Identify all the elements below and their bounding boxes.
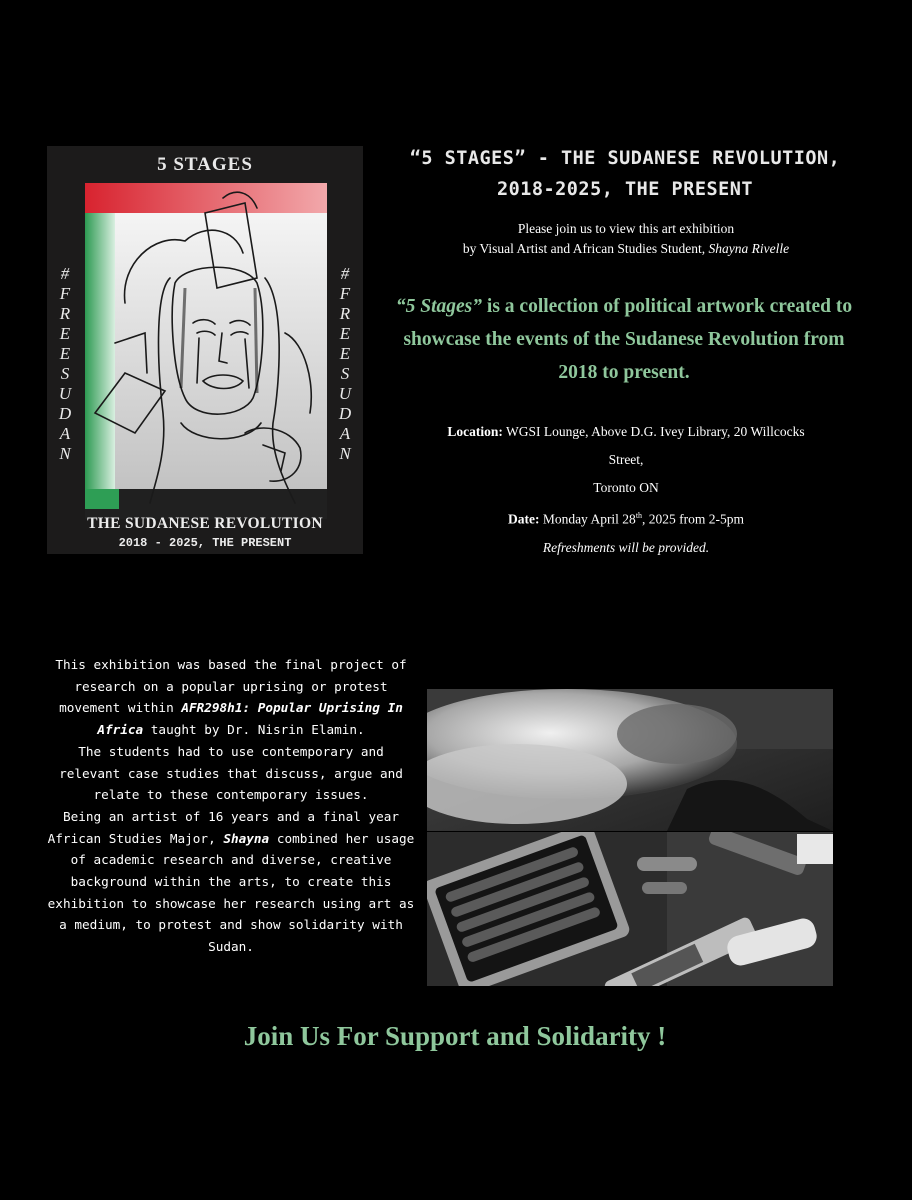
location-label: Location:	[447, 424, 503, 439]
paragraph-3-start: Being an artist of 16 years and a final year African Studies Major,	[47, 808, 400, 846]
flag-green-band	[85, 213, 115, 513]
paragraph-3	[44, 806, 418, 958]
location-line	[392, 418, 860, 446]
invite-line-2	[392, 239, 860, 259]
event-headline	[380, 143, 870, 205]
course-name: AFR298h1: Popular Uprising In Africa	[97, 700, 403, 738]
paragraph-1-start: This exhibition was based the final project of research on a popular uprising or protest movement within	[55, 657, 407, 716]
poster-artwork	[85, 183, 327, 519]
date-value-pre: Monday April 28	[539, 511, 636, 527]
exhibition-title-italic: “5 Stages”	[395, 296, 483, 317]
invite-line-1: Please join us to view this art exhibition	[517, 221, 735, 236]
headline-line-2: 2018-2025, THE PRESENT	[496, 179, 754, 200]
exhibition-description	[388, 290, 860, 389]
headline-line-1: “5 STAGES” - THE SUDANESE REVOLUTION,	[409, 148, 841, 169]
photo-artist-hand	[427, 689, 833, 831]
location-line-2: Street,	[608, 452, 644, 467]
date-value-post: , 2025 from 2-5pm	[642, 511, 745, 527]
refreshments-text: Refreshments will be provided.	[542, 539, 710, 555]
location-value: WGSI Lounge, Above D.G. Ivey Library, 20 Willcocks	[502, 424, 805, 439]
location-city: Toronto ON	[593, 480, 659, 495]
date-suffix: th	[635, 511, 643, 520]
poster-title: 5 STAGES	[157, 154, 253, 175]
artist-first-name: Shayna	[223, 830, 270, 846]
vertical-hashtag-left: # F R E E S U D A N	[58, 264, 72, 463]
poster-subtitle: THE SUDANESE REVOLUTION	[87, 515, 323, 532]
event-details	[392, 418, 860, 562]
flag-red-band	[85, 183, 327, 213]
paragraph-3-end: combined her usage of academic research and diverse, creative background within the arts, to create this exhibition to showcase her research using art as a medium, to protest and show solidarity with Sudan.	[47, 830, 415, 955]
refreshments-note	[392, 534, 860, 562]
call-to-action: Join Us For Support and Solidarity !	[243, 1021, 667, 1051]
paragraph-2: The students had to use contemporary and relevant case studies that discuss, argue and relate to these contemporary issues.	[59, 743, 403, 803]
exhibition-poster	[47, 146, 363, 554]
artist-name: Shayna Rivelle	[708, 241, 790, 256]
date-label: Date:	[507, 511, 540, 527]
paragraph-1	[44, 654, 418, 741]
poster-dates: 2018 - 2025, THE PRESENT	[118, 536, 292, 550]
invite-line-2-prefix: by Visual Artist and African Studies Student,	[462, 241, 709, 256]
paragraph-1-end: taught by Dr. Nisrin Elamin.	[143, 722, 365, 738]
invitation-text	[392, 219, 860, 259]
vertical-hashtag-right: # F R E E S U D A N	[338, 264, 352, 463]
photo-pastel-tin	[427, 832, 833, 986]
date-line	[392, 502, 860, 534]
exhibition-description-rest: is a collection of political artwork created to showcase the events of the Sudanese Revolution from 2018 to present.	[403, 296, 853, 383]
project-description	[44, 654, 418, 958]
